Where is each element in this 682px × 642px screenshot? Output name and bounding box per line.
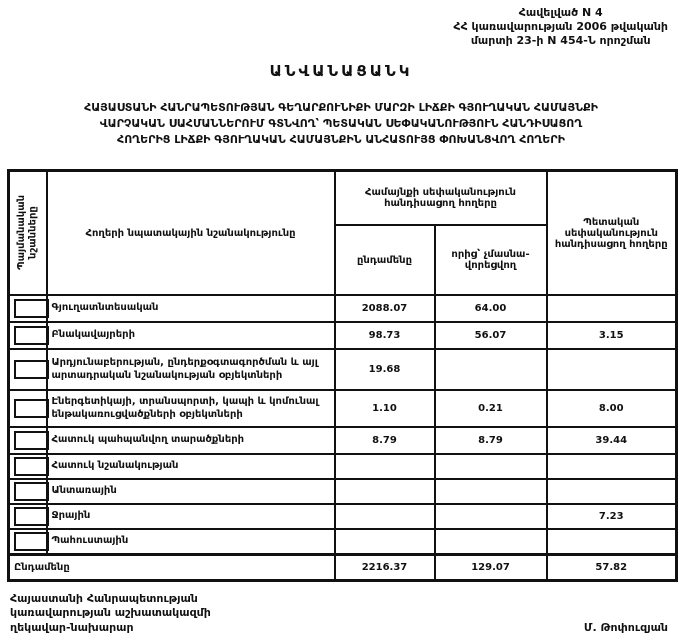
land-purpose-label: Անտառային [47, 479, 335, 504]
signatory-title-line: ղեկավար-նախարար [10, 620, 134, 634]
community-nonprivatized-value: 56.07 [435, 322, 547, 349]
table-row [9, 454, 677, 479]
legend-symbol-box [14, 326, 49, 345]
heading-line: ՀՈՂԵՐԻՑ ԼԻՃՔԻ ԳՅՈՒՂԱԿԱՆ ՀԱՄԱՅՆՔԻՆ ԱՆՀԱՏՈՒՅՑ ՓՈԽԱՆՑՎՈՂ ՀՈՂԵՐԻ [117, 133, 565, 147]
legend-symbol-box [14, 431, 49, 450]
state-property-value: 8.00 [547, 390, 677, 427]
community-nonprivatized-value [435, 454, 547, 479]
symbol-cell [9, 427, 47, 454]
legend-symbol-box [14, 507, 49, 526]
document-title: ԱՆՎԱՆԱՑԱՆԿ [269, 62, 413, 81]
symbol-cell [9, 504, 47, 529]
legend-symbol-box [14, 360, 49, 379]
header-symbols [9, 171, 47, 296]
state-property-value: 39.44 [547, 427, 677, 454]
document-heading [0, 100, 682, 148]
appendix-reference-block [453, 6, 668, 47]
table-row [9, 479, 677, 504]
land-purpose-label: Արդյունաբերության, ընդերքօգտագործման և այլ արտադրական նշանակության օբյեկտների [47, 349, 335, 390]
symbol-cell [9, 349, 47, 390]
appendix-line: Հավելված N 4 [518, 6, 603, 19]
land-purpose-label: Գյուղատնտեսական [47, 295, 335, 322]
signatory-title-line: կառավարության աշխատակազմի [10, 606, 211, 620]
community-nonprivatized-value: 0.21 [435, 390, 547, 427]
heading-line: ՀԱՅԱՍՏԱՆԻ ՀԱՆՐԱՊԵՏՈՒԹՅԱՆ ԳԵՂԱՐՔՈՒՆԻՔԻ ՄԱՐԶԻ ԼԻՃՔԻ ԳՅՈՒՂԱԿԱՆ ՀԱՄԱՅՆՔԻ [84, 101, 598, 115]
table-row [9, 322, 677, 349]
community-nonprivatized-value [435, 529, 547, 555]
symbol-cell [9, 479, 47, 504]
community-nonprivatized-value: 64.00 [435, 295, 547, 322]
symbol-cell [9, 454, 47, 479]
community-total-value [335, 479, 435, 504]
header-land-purpose: Հողերի նպատակային նշանակությունը [47, 171, 335, 296]
legend-symbol-box [14, 299, 49, 318]
state-property-value: 7.23 [547, 504, 677, 529]
symbol-cell [9, 529, 47, 555]
community-total-value: 98.73 [335, 322, 435, 349]
signatory-title-line: Հայաստանի Հանրապետության [10, 592, 198, 606]
symbol-cell [9, 390, 47, 427]
state-property-value [547, 454, 677, 479]
community-total-value: 8.79 [335, 427, 435, 454]
document-footer [10, 592, 668, 635]
header-community-nonprivatized: որից՝ չմասնա-վորեցվող [435, 225, 547, 295]
legend-symbol-box [14, 482, 49, 501]
symbol-cell [9, 295, 47, 322]
signatory-title-block [10, 592, 211, 635]
heading-line: ՎԱՐՉԱԿԱՆ ՍԱՀՄԱՆՆԵՐՈՒՄ ԳՏՆՎՈՂ՝ ՊԵՏԱԿԱՆ ՍԵՓԱԿԱՆՈՒԹՅՈՒՆ ՀԱՆԴԻՍԱՑՈՂ [99, 117, 583, 131]
header-state-property: Պետական սեփականություն հանդիսացող հողերը [547, 171, 677, 296]
table-row [9, 349, 677, 390]
header-community-total: ընդամենը [335, 225, 435, 295]
state-property-value [547, 479, 677, 504]
community-nonprivatized-value [435, 504, 547, 529]
table-row [9, 295, 677, 322]
land-purpose-label: Բնակավայրերի [47, 322, 335, 349]
table-total-row [9, 555, 677, 581]
header-symbols-label: Պայմանական նշանները [16, 195, 39, 271]
community-total-value [335, 504, 435, 529]
land-purpose-label: Ջրային [47, 504, 335, 529]
table-row [9, 504, 677, 529]
table-row [9, 427, 677, 454]
table-row [9, 529, 677, 555]
community-total-value: 2088.07 [335, 295, 435, 322]
community-nonprivatized-value [435, 349, 547, 390]
legend-symbol-box [14, 457, 49, 476]
total-state-property-value: 57.82 [547, 555, 677, 581]
land-purpose-label: Պահուստային [47, 529, 335, 555]
state-property-value [547, 529, 677, 555]
total-label: Ընդամենը [9, 555, 335, 581]
total-community-total-value: 2216.37 [335, 555, 435, 581]
land-purpose-label: Հատուկ պահպանվող տարածքների [47, 427, 335, 454]
land-purpose-label: Հատուկ նշանակության [47, 454, 335, 479]
land-transfer-table [7, 169, 678, 582]
community-total-value: 19.68 [335, 349, 435, 390]
legend-symbol-box [14, 399, 49, 418]
symbol-cell [9, 322, 47, 349]
community-total-value: 1.10 [335, 390, 435, 427]
header-community-property-group: Համայնքի սեփականություն հանդիսացող հողերը [335, 171, 547, 226]
state-property-value [547, 349, 677, 390]
table-header-row-top [9, 171, 677, 226]
state-property-value: 3.15 [547, 322, 677, 349]
appendix-line: ՀՀ կառավարության 2006 թվականի [453, 19, 668, 33]
community-total-value [335, 454, 435, 479]
community-total-value [335, 529, 435, 555]
table-row [9, 390, 677, 427]
signatory-name: Մ. Թոփուզյան [583, 620, 668, 634]
land-purpose-label: Էներգետիկայի, տրանսպորտի, կապի և կոմունալ ենթակառուցվածքների օբյեկտների [47, 390, 335, 427]
community-nonprivatized-value: 8.79 [435, 427, 547, 454]
legend-symbol-box [14, 532, 49, 551]
appendix-line: մարտի 23-ի N 454-Ն որոշման [470, 33, 651, 47]
state-property-value [547, 295, 677, 322]
community-nonprivatized-value [435, 479, 547, 504]
total-community-nonprivatized-value: 129.07 [435, 555, 547, 581]
